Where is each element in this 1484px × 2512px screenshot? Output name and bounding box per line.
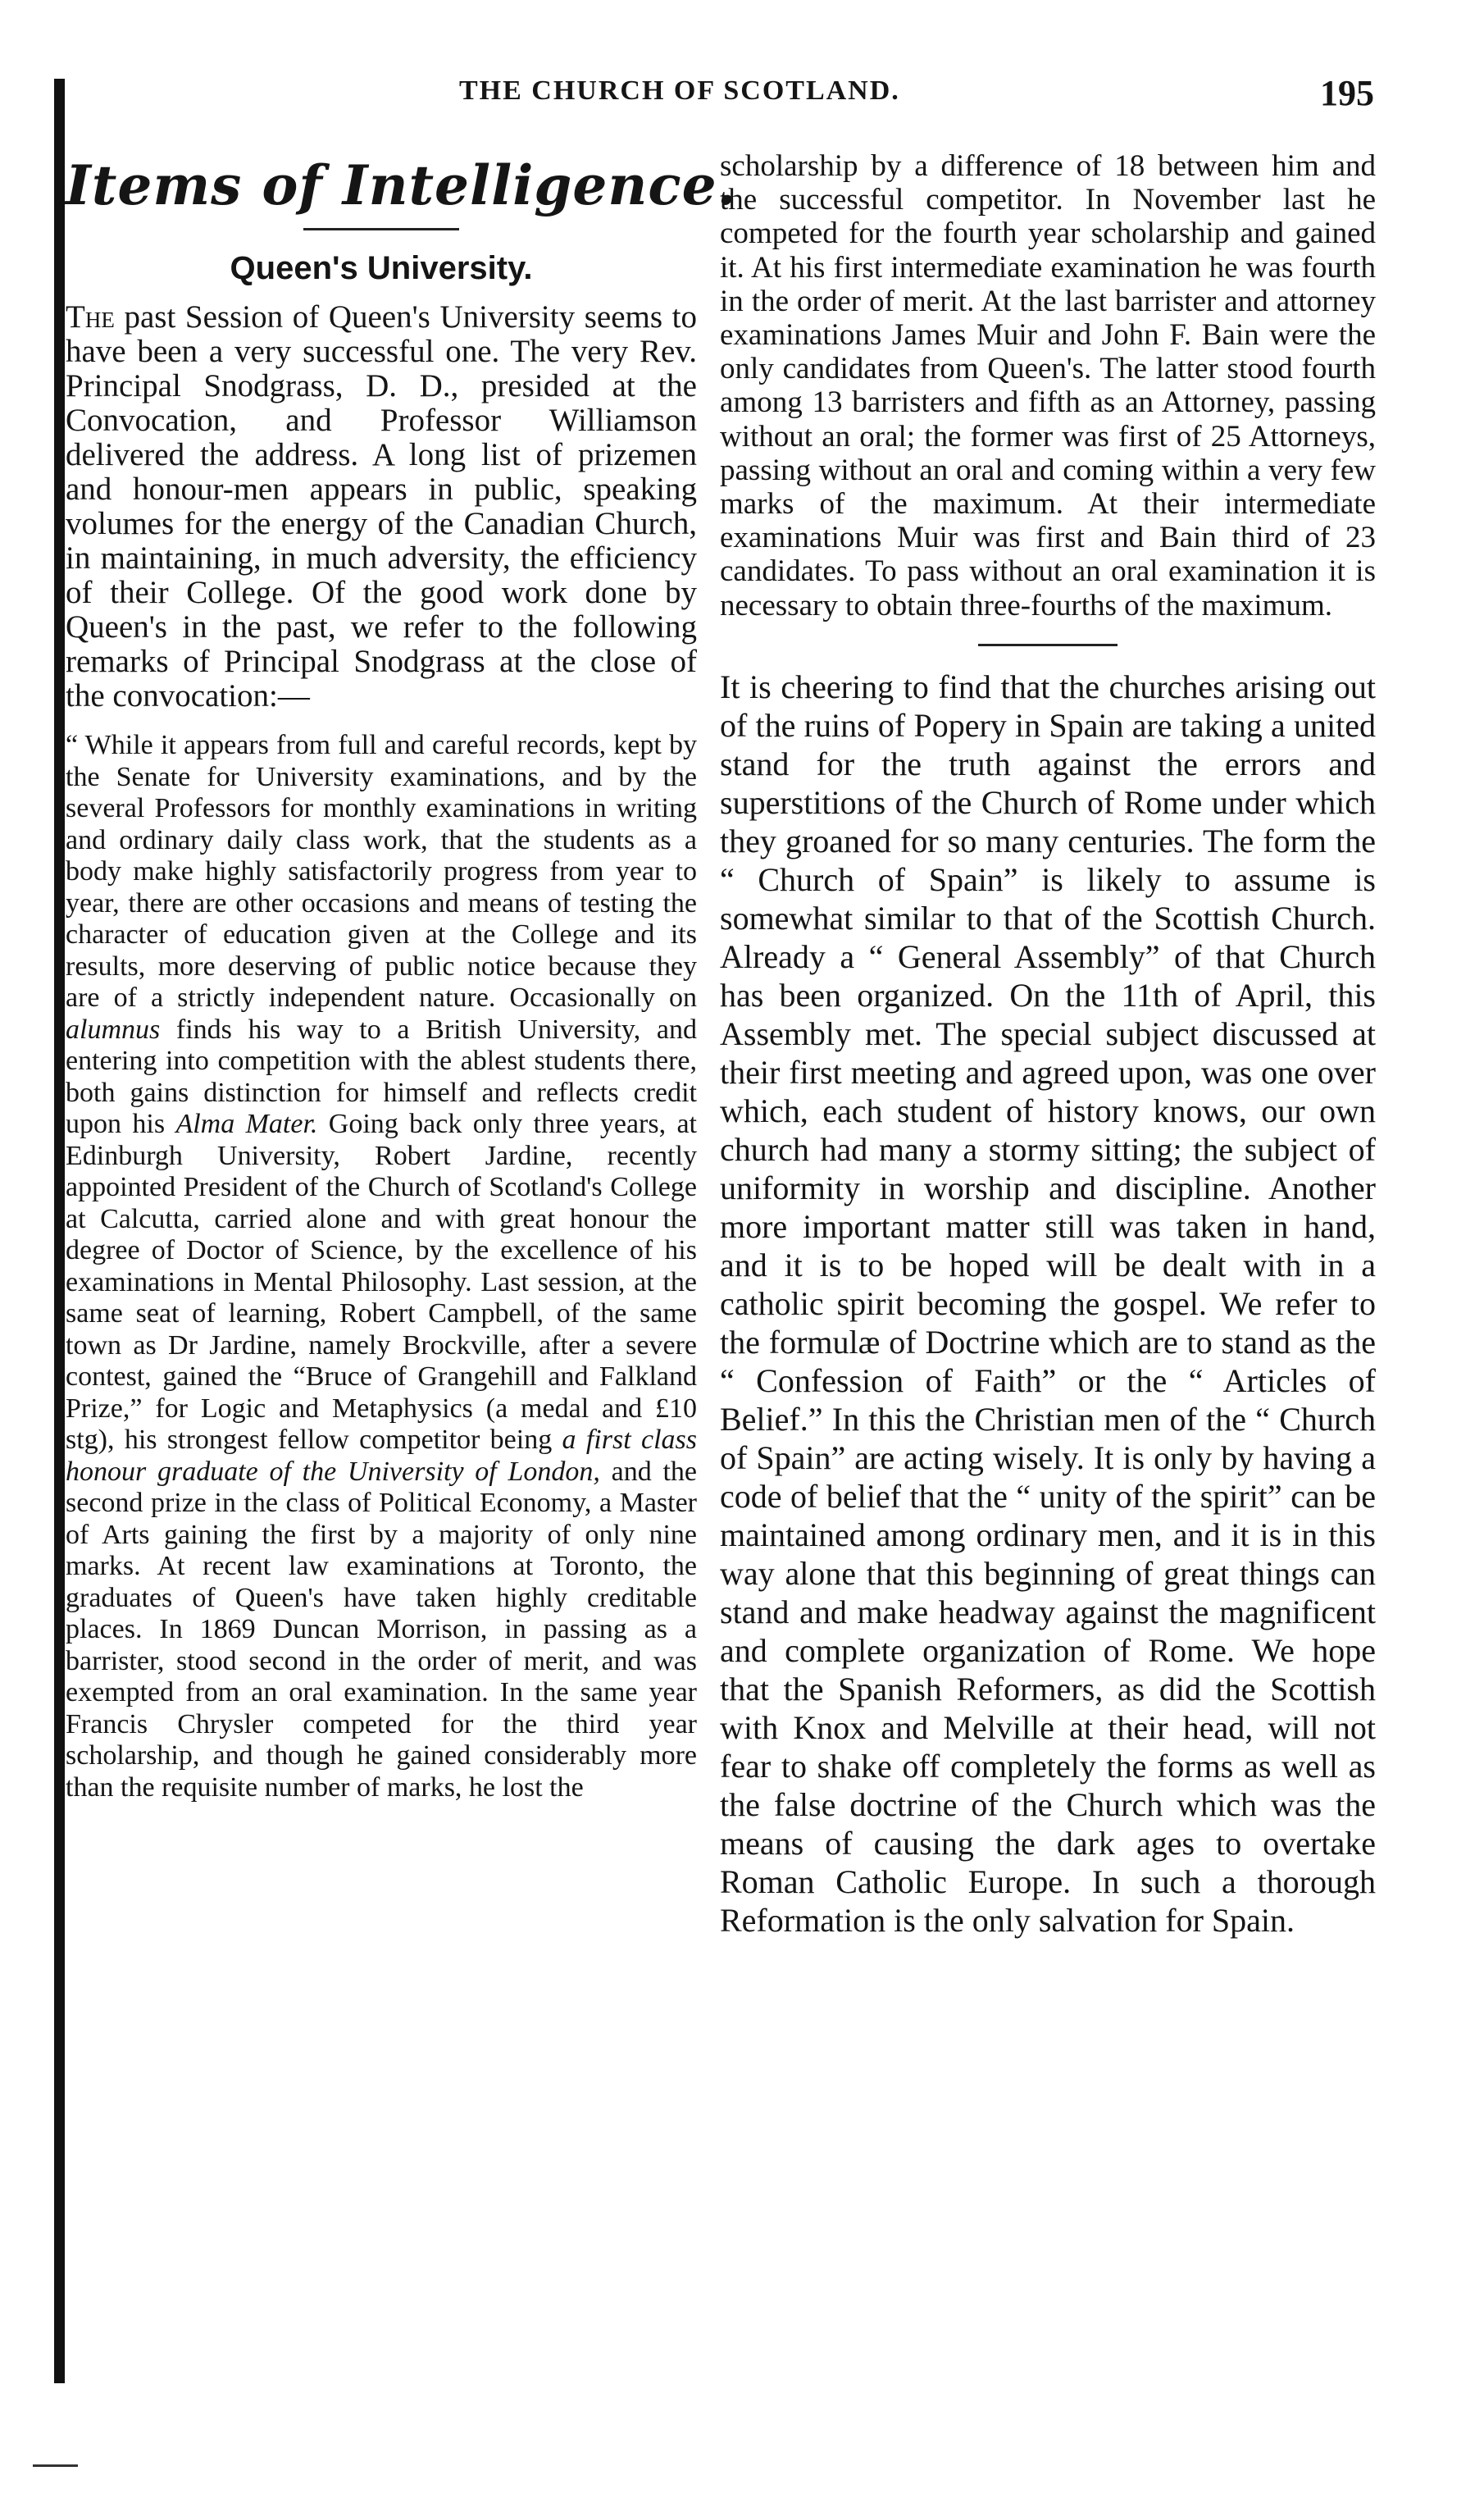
quote-text-4: and the second prize in the class of Political Economy, a Master of Arts gaining the first by a majority of only nine marks. At recent law examinations at Toronto, the graduates of Queen's have taken highly creditable places. In 1869 Duncan Morrison, in passing as a barrister, stood second in the order of merit, and was exempted from an oral examination. In the same year Francis Chrysler competed for the third year scholarship, and though he gained considerably more than the requisite number of marks, he lost the	[66, 1456, 697, 1803]
running-head: THE CHURCH OF SCOTLAND.	[459, 75, 900, 106]
binding-edge	[54, 79, 65, 2383]
quotation-paragraph	[66, 730, 697, 1803]
section-divider	[978, 644, 1118, 646]
continuation-paragraph: scholarship by a difference of 18 between him and the successful competitor. In November last he competed for the fourth year scholarship and gained it. At his first intermediate examination he was fourth in the order of merit. At the last barrister and attorney examinations James Muir and John F. Bain were the only candidates from Queen's. The latter stood fourth among 13 barristers and fifth as an Attorney, passing without an oral; the former was first of 25 Attorneys, passing without an oral and coming within a very few marks of the maximum. At their intermediate examinations Muir was first and Bain third of 23 candidates. To pass without an oral examination it is necessary to obtain three-fourths of the maximum.	[720, 149, 1376, 622]
left-column	[66, 153, 737, 1803]
right-column	[720, 149, 1376, 1940]
quote-text-1: “ While it appears from full and careful records, kept by the Senate for University examinations, and by the several Professors for monthly examinations in writing and ordinary daily class work, that the students as a body make highly satisfactorily progress from year to year, there are other occasions and means of testing the character of education given at the College and its results, more deserving of public notice because they are of a strictly independent nature. Occasionally on	[66, 730, 697, 1013]
quote-italic-alumnus: alumnus	[66, 1014, 161, 1045]
lead-paragraph	[66, 300, 697, 713]
footer-mark	[33, 2464, 78, 2467]
quote-text-3: Going back only three years, at Edinburgh University, Robert Jardine, recently appointed President of the Church of Scotland's College at Calcutta, carried alone and with great honour the degree of Doctor of Science, by the excellence of his examinations in Mental Philosophy. Last session, at the same seat of learning, Robert Campbell, of the same town as Dr Jardine, namely Brockville, after a severe contest, gained the “Bruce of Grangehill and Falkland Prize,” for Logic and Metaphysics (a medal and £10 stg), his strongest fellow competitor being	[66, 1109, 697, 1455]
page-number: 195	[1320, 73, 1374, 113]
quote-text-2: finds his way to a British University, and entering into competition with the ablest students there, both gains distinction for himself and reflects credit upon his	[66, 1014, 697, 1139]
lead-first-word: The	[66, 299, 115, 335]
lead-text: past Session of Queen's University seems to have been a very successful one. The very Rev. Principal Snodgrass, D. D., presided at the Convocation, and Professor Williamson delivered the address. A long list of prizemen and honour-men appears in public, speaking volumes for the energy of the Canadian Church, in maintaining, in much adversity, the efficiency of their College. Of the good work done by Queen's in the past, we refer to the following remarks of Principal Snodgrass at the close of the convocation:—	[66, 299, 697, 713]
article-subhead: Queen's University.	[230, 250, 533, 286]
title-rule	[303, 228, 459, 230]
quote-italic-alma-mater: Alma Mater.	[175, 1109, 318, 1139]
spain-paragraph: It is cheering to find that the churches arising out of the ruins of Popery in Spain are taking a united stand for the truth against the errors and superstitions of the Church of Rome under which they groaned for so many centuries. The form the “ Church of Spain” is likely to assume is somewhat similar to that of the Scottish Church. Already a “ General Assembly” of that Church has been organized. On the 11th of April, this Assembly met. The special subject discussed at their first meeting and agreed upon, was one over which, each student of history knows, our own church had many a stormy sitting; the subject of uniformity in worship and discipline. Another more important matter still was taken in hand, and it is to be hoped will be dealt with in a catholic spirit becoming the gospel. We refer to the formulæ of Doctrine which are to stand as the “ Confession of Faith” or the “ Articles of Belief.” In this the Christian men of the “ Church of Spain” are acting wisely. It is only by having a code of belief that the “ unity of the spirit” can be maintained among ordinary men, and it is in this way alone that this beginning of great things can stand and make headway against the magnificent and complete organization of Rome. We hope that the Spanish Reformers, as did the Scottish with Knox and Melville at their head, will not fear to shake off completely the forms as well as the false doctrine of the Church which was the means of causing the dark ages to overtake Roman Catholic Europe. In such a thorough Reformation is the only salvation for Spain.	[720, 668, 1376, 1939]
section-title: Items of Intelligence.	[66, 153, 737, 217]
quote-italic-graduate: a first class honour graduate of the University of London,	[66, 1425, 697, 1487]
